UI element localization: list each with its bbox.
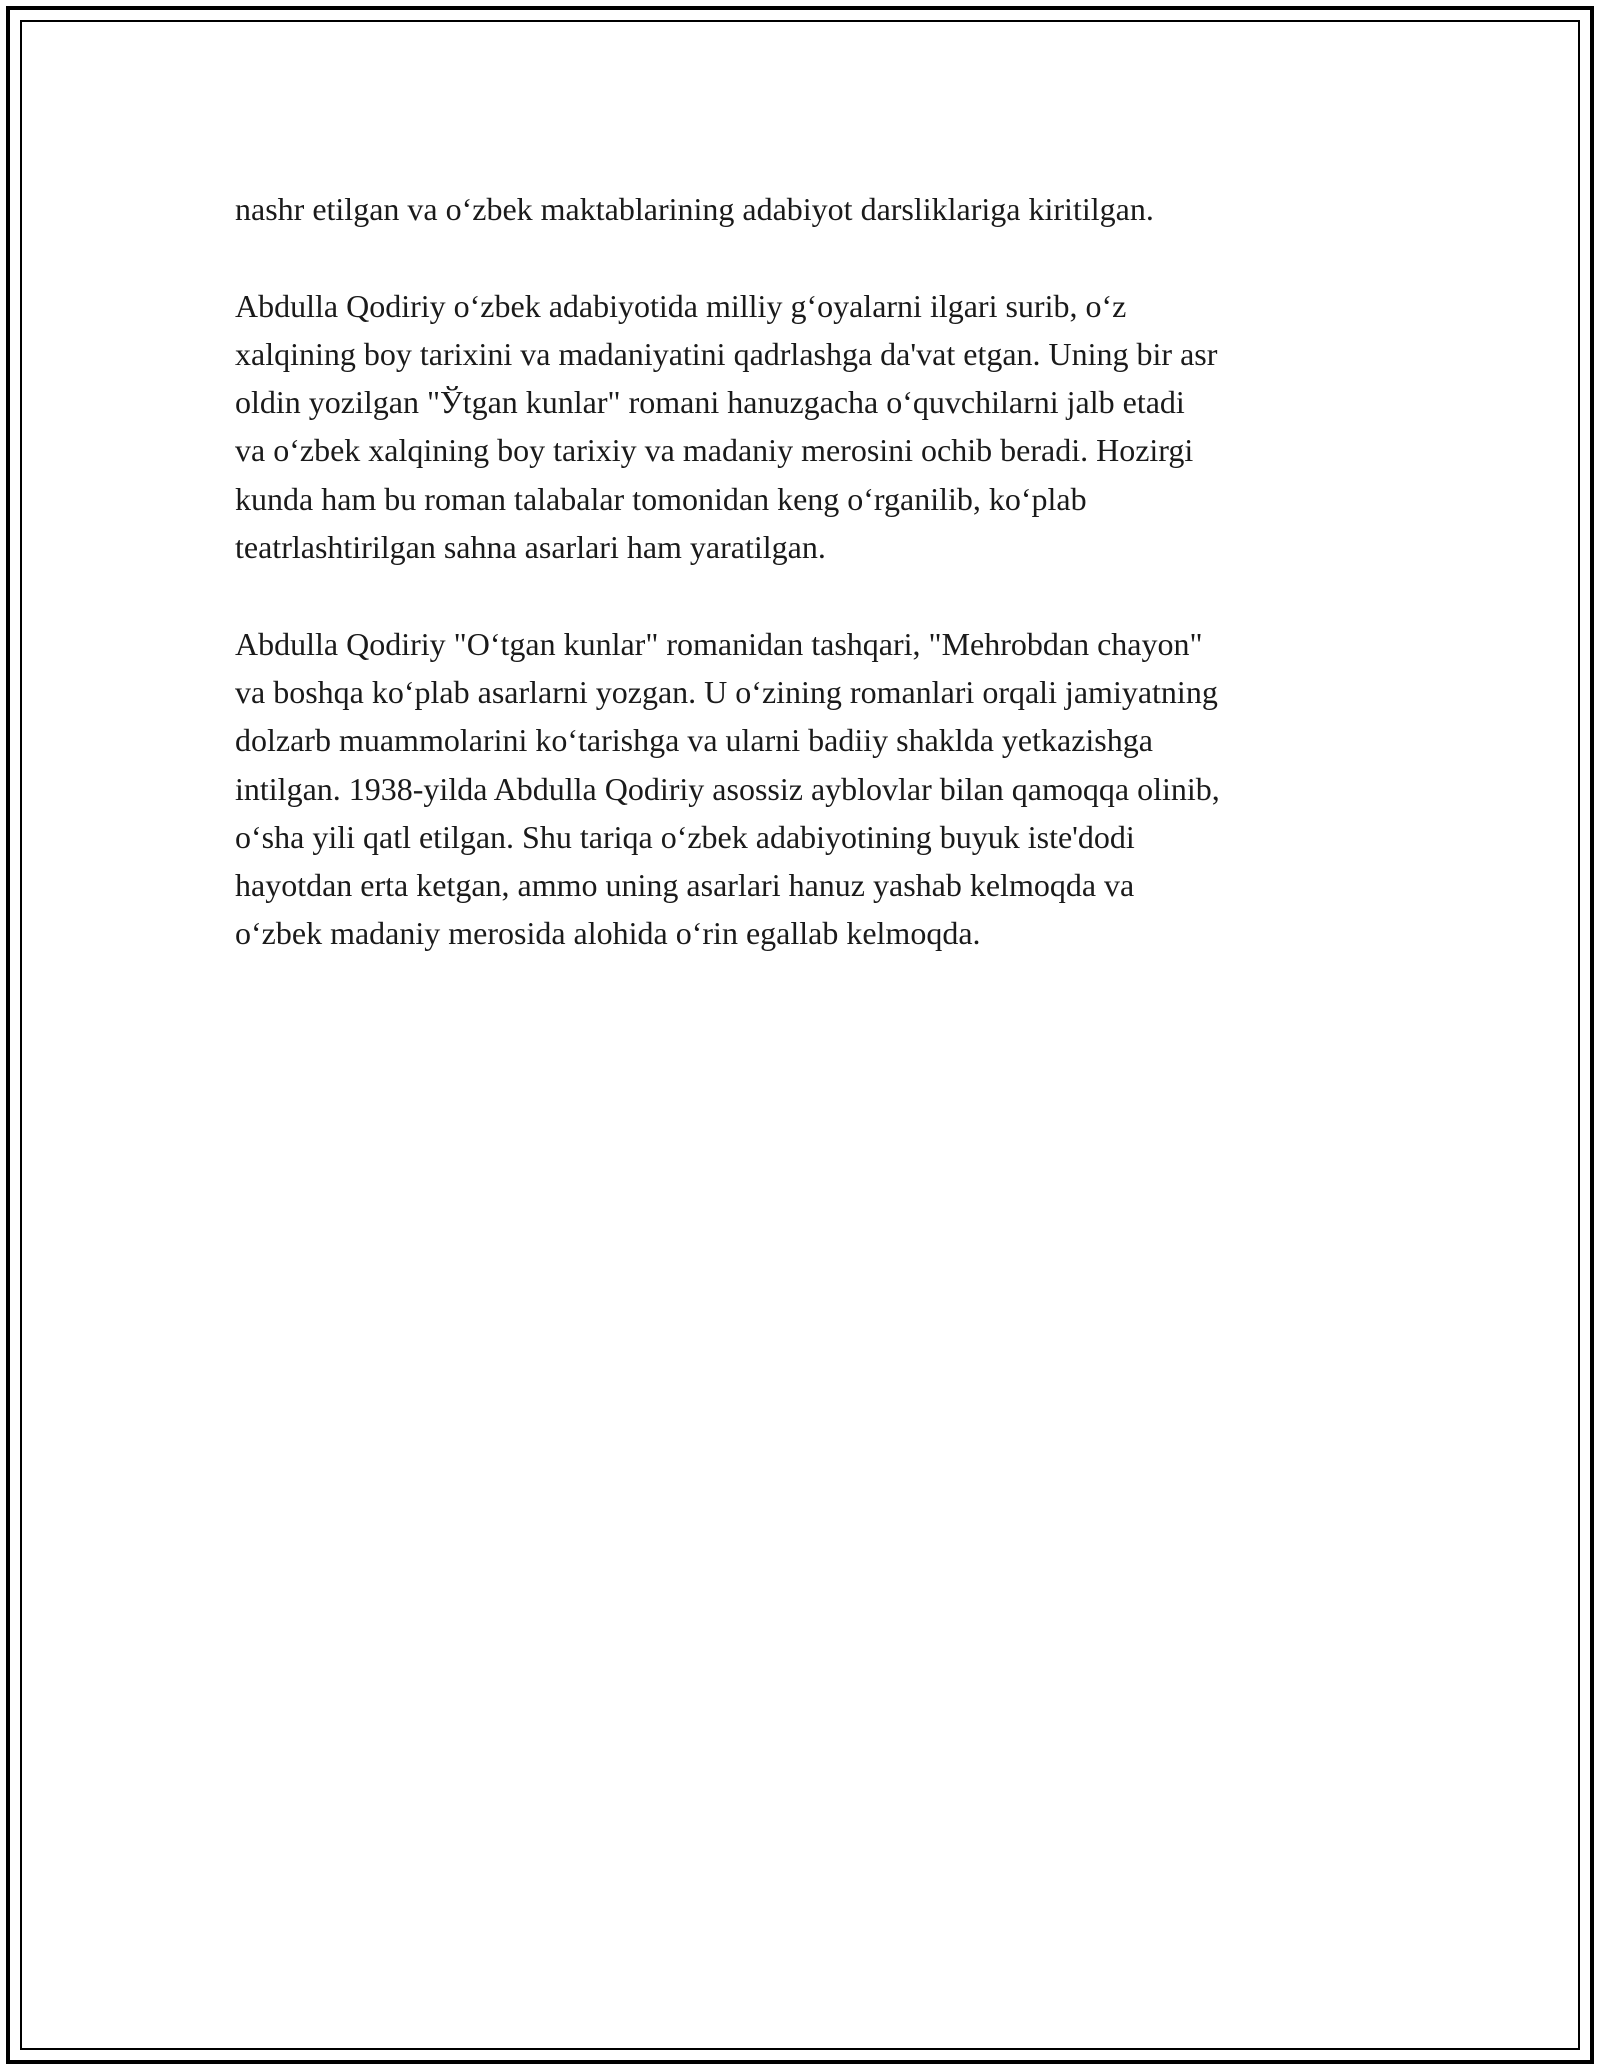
text-line: va boshqa ko‘plab asarlarni yozgan. U o‘zining romanlari orqali jamiyatning bbox=[235, 673, 1218, 710]
text-line: Abdulla Qodiriy o‘zbek adabiyotida milliy g‘oyalarni ilgari surib, o‘z bbox=[235, 287, 1127, 324]
text-line: oldin yozilgan "Ўtgan kunlar" romani hanuzgacha o‘quvchilarni jalb etadi bbox=[235, 384, 1185, 421]
text-line: o‘zbek madaniy merosida alohida o‘rin egallab kelmoqda. bbox=[235, 915, 981, 952]
paragraph-3 bbox=[235, 620, 1385, 958]
text-line: teatrlashtirilgan sahna asarlari ham yaratilgan. bbox=[235, 529, 826, 566]
text-line: o‘sha yili qatl etilgan. Shu tariqa o‘zbek adabiyotining buyuk iste'dodi bbox=[235, 818, 1135, 855]
text-line: dolzarb muammolarini ko‘tarishga va ularni badiiy shaklda yetkazishga bbox=[235, 722, 1153, 759]
text-line: intilgan. 1938-yilda Abdulla Qodiriy asossiz ayblovlar bilan qamoqqa olinib, bbox=[235, 770, 1220, 807]
paragraph-2 bbox=[235, 282, 1385, 572]
text-line: nashr etilgan va o‘zbek maktablarining adabiyot darsliklariga kiritilgan. bbox=[235, 191, 1154, 227]
text-line: kunda ham bu roman talabalar tomonidan keng o‘rganilib, ko‘plab bbox=[235, 480, 1087, 517]
text-line: hayotdan erta ketgan, ammo uning asarlari hanuz yashab kelmoqda va bbox=[235, 867, 1135, 904]
text-line: xalqining boy tarixini va madaniyatini qadrlashga da'vat etgan. Uning bir asr bbox=[235, 335, 1218, 372]
text-line: va o‘zbek xalqining boy tarixiy va madaniy merosini ochib beradi. Hozirgi bbox=[235, 432, 1194, 469]
text-line: Abdulla Qodiriy "O‘tgan kunlar" romanidan tashqari, "Mehrobdan chayon" bbox=[235, 625, 1203, 662]
paragraph-1 bbox=[235, 185, 1385, 233]
document-body bbox=[235, 185, 1385, 1006]
